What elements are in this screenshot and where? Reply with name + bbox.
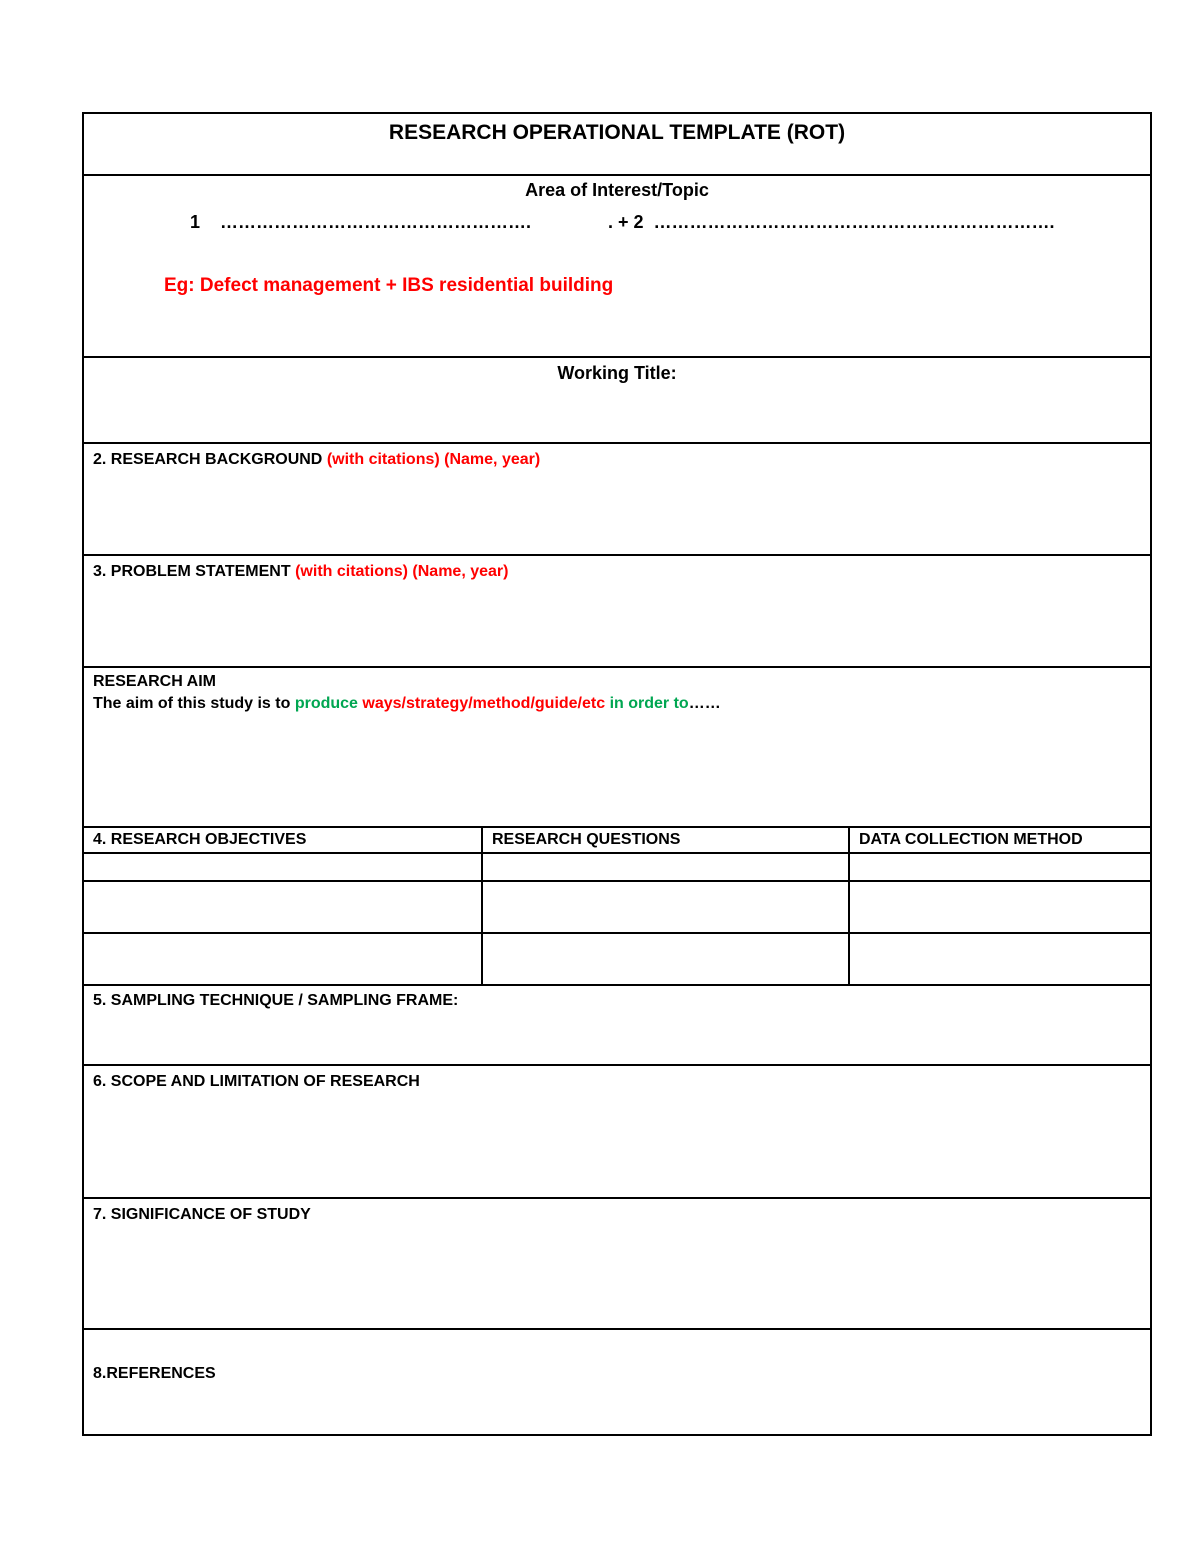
background-label: 2. RESEARCH BACKGROUND [93,451,323,468]
topic-item-2 [608,212,1055,233]
background-heading [84,444,1150,469]
topic-heading: Area of Interest/Topic [525,180,709,200]
topic-item-1-number: 1 [190,212,201,232]
working-title-label: Working Title: [557,363,677,383]
table-cell[interactable] [84,934,483,986]
topic-example: Eg: Defect management + IBS residential building [164,275,614,296]
table-cell[interactable] [84,882,483,934]
table-header-objectives-text: 4. RESEARCH OBJECTIVES [93,831,307,848]
aim-prefix: The aim of this study is to [93,695,291,712]
aim-in-order-to: in order to [609,695,689,712]
aim-label: RESEARCH AIM [93,673,216,690]
background-row [84,444,1150,556]
aim-produce: produce [294,695,358,712]
table-header-objectives [84,828,483,854]
objectives-table [84,828,1150,986]
topic-item-1-dots: ……………………………………………. [220,212,532,232]
aim-sentence [84,691,1150,713]
aim-row [84,668,1150,828]
topic-row [84,176,1150,358]
problem-note: (with citations) (Name, year) [295,563,509,580]
background-note: (with citations) (Name, year) [326,451,541,468]
scope-label: 6. SCOPE AND LIMITATION OF RESEARCH [93,1073,420,1090]
references-row [84,1330,1150,1436]
significance-label: 7. SIGNIFICANCE OF STUDY [93,1206,311,1223]
problem-heading [84,556,1150,581]
table-cell[interactable] [850,882,1150,934]
problem-label: 3. PROBLEM STATEMENT [93,563,291,580]
title-row [84,114,1150,176]
table-header-questions-text: RESEARCH QUESTIONS [492,831,681,848]
rot-form [82,112,1152,1436]
aim-ellipsis: …… [688,695,721,712]
aim-ways: ways/strategy/method/guide/etc [362,695,606,712]
references-label: 8.REFERENCES [93,1365,216,1382]
topic-item-1 [190,212,531,233]
table-header-method [850,828,1150,854]
table-cell[interactable] [84,854,483,882]
problem-row [84,556,1150,668]
topic-item-2-dots: …………………………………………………………. [653,212,1055,232]
topic-plus-2: . + 2 [608,212,644,232]
page-title: RESEARCH OPERATIONAL TEMPLATE (ROT) [388,121,846,144]
scope-row [84,1066,1150,1199]
working-title-row [84,358,1150,444]
table-cell[interactable] [483,854,850,882]
table-cell[interactable] [483,934,850,986]
sampling-row [84,986,1150,1066]
table-header-method-text: DATA COLLECTION METHOD [859,831,1083,848]
table-header-questions [483,828,850,854]
table-cell[interactable] [850,854,1150,882]
table-cell[interactable] [850,934,1150,986]
significance-row [84,1199,1150,1330]
sampling-label: 5. SAMPLING TECHNIQUE / SAMPLING FRAME: [93,992,459,1009]
table-cell[interactable] [483,882,850,934]
